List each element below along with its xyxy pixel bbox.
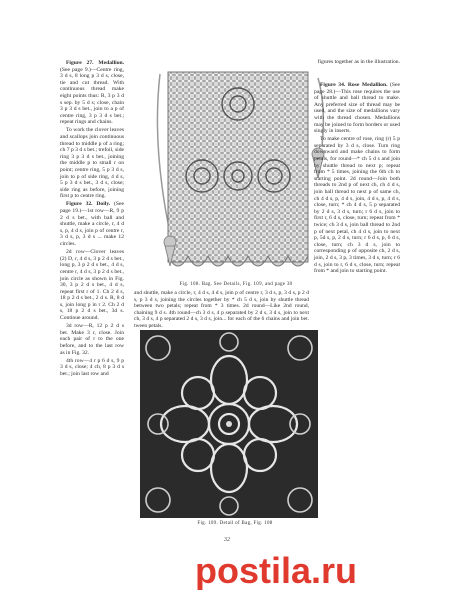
third-row-text: 3d row—R, 12 p 2 d s bet. Make 3 r, close. Join each pair of r to the one before, and to the last row as in Fig. 32. xyxy=(60,323,124,356)
page-number: 32 xyxy=(224,537,230,543)
second-row-text: 2d row—Clover leaves (2) D, r, 4 d s, 3 p 2 d s bet., long p, 3 p 2 d s bet., 4 d s, centre r, 4 d s, 3 p 2 d s bet., join circle as shown in Fig. 30, 3 p 2 d s bet., 4 d s, repeat first r of 1. Ch 2 d s, 18 p 2 d s bet., 2 d s. R, 8 d s, join long p in r 2. Ch 2 d s, 18 p 2 d s bet., 3d s. Continue around. xyxy=(60,249,124,322)
figure-27-heading: Figure 27. Medallion. xyxy=(66,60,124,66)
figure-34-heading: Figure 34. Rose Medallion. xyxy=(320,82,388,88)
lace-bag-image xyxy=(150,66,326,280)
lace-detail-photo xyxy=(140,330,318,518)
continued-text: figures together as in the illustration. xyxy=(317,59,400,65)
postila-watermark-logo xyxy=(195,552,455,590)
figure-32-heading: Figure 32. Doily. xyxy=(66,201,111,208)
watermark-text: postila.ru xyxy=(195,552,358,590)
rose-centre-text: To make centre of rose, ring (r) 5 p separated by 3 d s, close. Turn ring downward and make chains to form petals, for round—* ch 5 d s and join by shuttle thread to next p; repeat from * 5 times, joining the 6th ch to starting point. 2d round—Join both threads to 2nd p of next ch, ch 4 d s, join ball thread to next p of same ch, ch 4 d s, p, 4 d s, join, 4 d s, p, 4 d s, close, turn; * ch 4 d s, 5 p separated by 2 d s, 3 d s, turn; r 6 d s, join to first r, 6 d s, close, turn; repeat from * twice; ch 3 d s, join ball thread to 2nd p of next petal, ch 4 d s, join to next p, 5d s, p, 2 d s, turn; r 6 d s, p, 6 d s, close, turn; ch 3 d s, join to corresponding p of opposite ch, 2 d s, join, 2 d s, 3 p, 3 times, 3 d s, turn; r 6 d s, join to r, 6 d s, close, turn; repeat from * and join to starting point. xyxy=(314,136,400,275)
figure-32-text: (See page 19.)—1st row—R, 9 p 2 d s bet., with ball and shuttle, make a circle, r, 4 d s, p, 4 d s, join p of centre r, 3 d s, p, 3 d s ... make 12 circles. xyxy=(60,201,124,248)
middle-text xyxy=(134,290,309,330)
right-text-column xyxy=(314,82,400,276)
middle-text-lead: and shuttle, make a circle, r, 4 d s, 4 d s, join p of centre r, 3 d s, p, 3 d s, p 2 d s, p 3 d s, joining the circles together by xyxy=(134,290,309,303)
bag-photo xyxy=(150,66,326,280)
left-text-column xyxy=(60,60,124,379)
figure-109-caption: Fig. 109. Detail of Bag, Fig. 108 xyxy=(197,521,273,526)
clover-text: To work the clover leaves and scallops join continuous thread to middle p of a ring; ch 7 p 3 d s bet.; trefoil, side ring 3 p 3 d s bet., joining the middle p to small r on point; centre ring, 5 p 3 d s, join to p of side ring, 4 d s, 5 p 3 d s bet., 3 d s, close; side ring as before, joining first p to centre ring. xyxy=(60,127,124,200)
fourth-row-text: 4th row—4 r p 6 d s, 9 p 3 d s, close; 4 ch, 8 p 3 d s bet.; join last row and xyxy=(60,357,124,377)
middle-text-body: * ch 5 d s, join by shuttle thread between two petals; repeat from * 3 times. 2d round—Like 2nd round, chaining 9 d s. 4th round—ch 3 d s, 4 p separated by 2 d s, 3 d s, join to next ch, 3 d s, 4 p separated 2 d s, 3 d s, join... for each of the 6 chains and join bet. tween petals. xyxy=(134,296,309,329)
figure-108-caption: Fig. 108. Bag. See Details, Fig. 109, and page 30 xyxy=(179,282,293,287)
figure-27-text: (See page 9.)—Centre ring, 3 d s, 8 long p 3 d s, close, tie and cut thread. With continuous thread make eight points thus: R, 3 p 3 d s sep. by 5 d s; close, chain 3 p 3 d s bet., join to a p of centre ring, 3 p 3 d s bet.; repeat rings and chains. xyxy=(60,66,124,126)
figure-34-text: (See page 28.)—This rose requires the use of shuttle and ball thread to make. Any preferred size of thread may be used, and the size of medallions vary with the thread chosen. Medallions may be joined to form borders or used singly in inserts. xyxy=(314,82,400,135)
lace-detail-image xyxy=(140,330,318,518)
